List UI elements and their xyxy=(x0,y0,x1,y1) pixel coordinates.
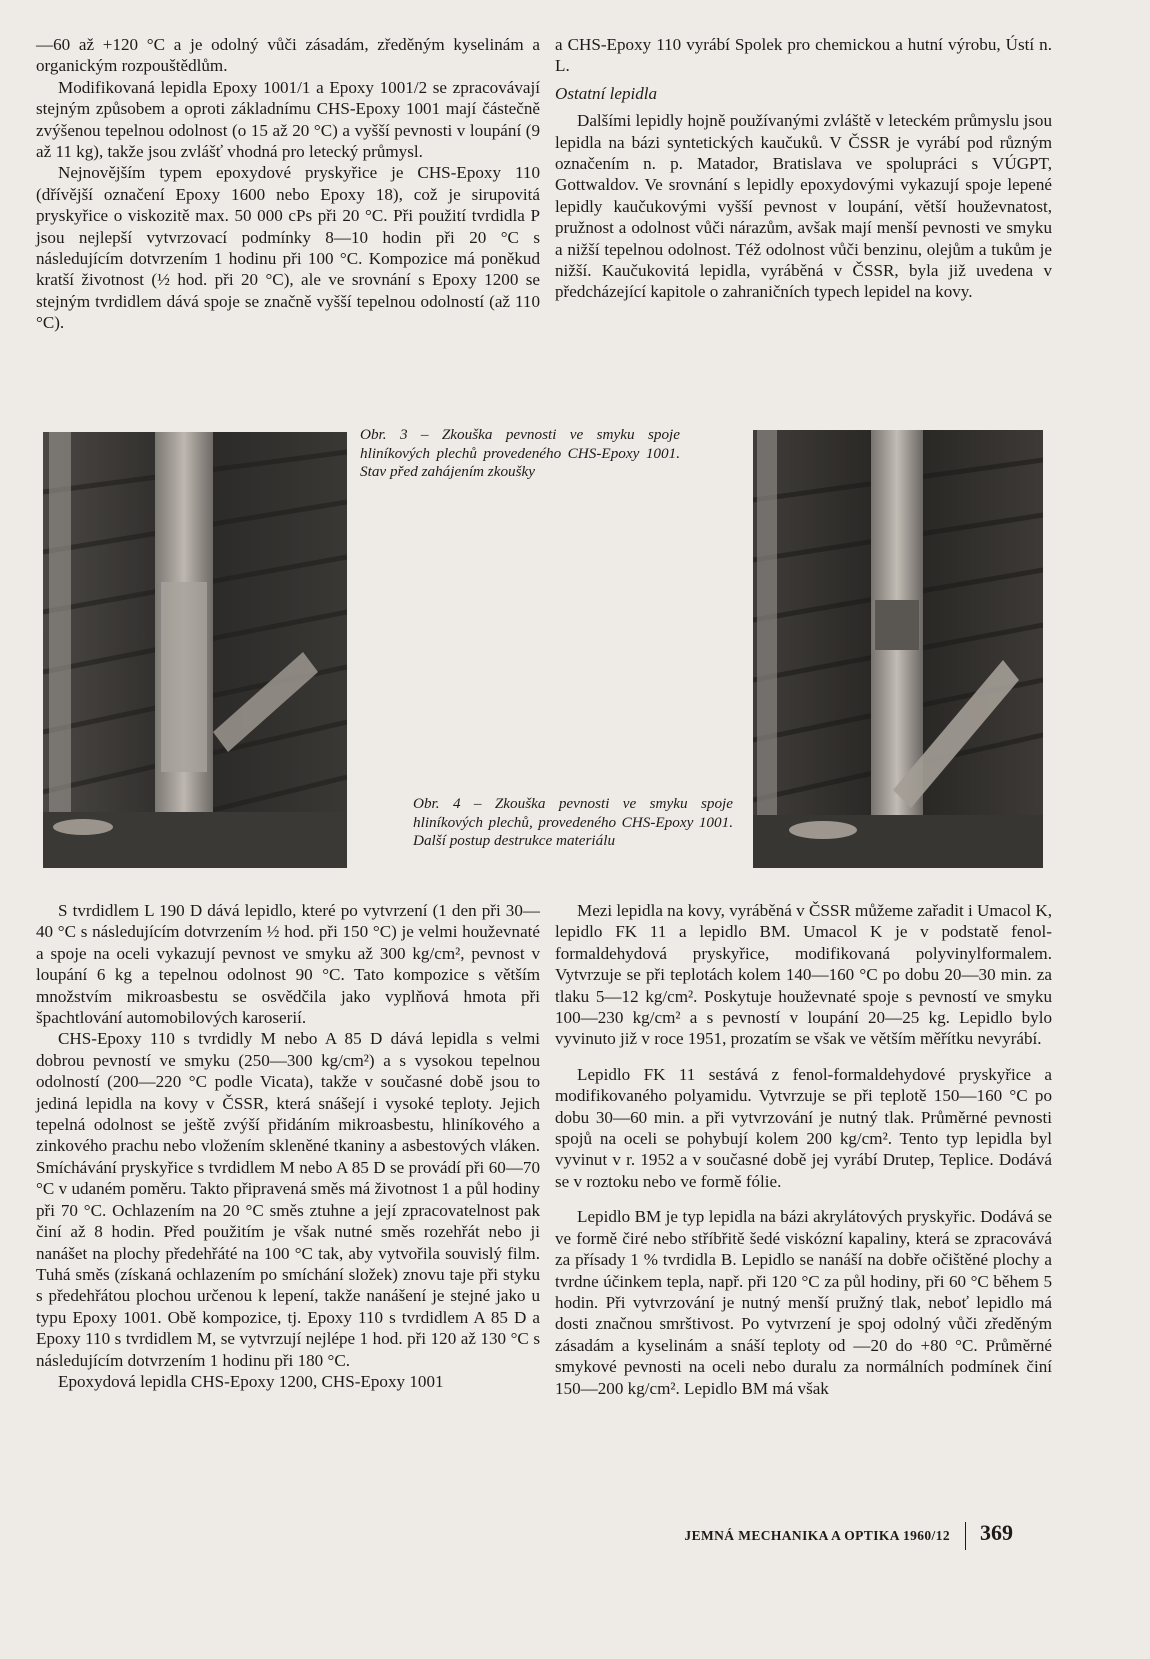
paragraph: Nejnovějším typem epoxydové pryskyřice je CHS-Epoxy 110 (dřívější označení Epoxy 1600 nebo Epoxy 18), což je sirupovitá pryskyřice o viskozitě max. 50 000 cPs při 20 °C. Při použití tvrdidla P jsou nejlepší vytvrzovací podmínky 8—10 hodin při 20 °C s následujícím dotvrzením 1 hodinu při 100 °C. Kompozice má poněkud kratší životnost (½ hod. při 20 °C), ale ve srovnání s Epoxy 1200 se stejným tvrdidlem dává spoje se značně vyšší tepelnou odolností (až 110 °C). xyxy=(36,163,540,333)
journal-title: JEMNÁ MECHANIKA A OPTIKA 1960/12 xyxy=(684,1528,950,1543)
figure-4-photo xyxy=(753,430,1043,868)
paragraph: CHS-Epoxy 110 s tvrdidly M nebo A 85 D dává lepidla s velmi dobrou pevností ve smyku (250—300 kg/cm²) a s vysokou tepelnou odolností (200—220 °C podle Vicata), takže v současné době jsou to jediná lepidla na kovy v ČSSR, která snášejí i vysoké teploty. Jejich tepelná odolnost se ještě zvýší přidáním mikroasbestu, hliníkového a zinkového prachu nebo vložením skleněné tkaniny a asbestových vláken. Smíchávání pryskyřice s tvrdidlem M nebo A 85 D se provádí při 60—70 °C v udaném poměru. Takto připravená směs má životnost 1 a půl hodiny při 70 °C. Ochlazením na 20 °C směs ztuhne a její zpracovatelnost pak činí až 8 hodin. Před použitím je však nutné směs rozehřát nebo ji nanášet na plochy předehřáté na 100 °C tak, aby vytvořila souvislý film. Tuhá směs (získaná ochlazením po smíchání složek) znovu taje při styku s předehřátou plochou určenou k lepení, takže nanášení je stejné jako u typu Epoxy 1001. Obě kompozice, tj. Epoxy 110 s tvrdidlem A 85 D a Epoxy 110 s tvrdidlem M, se vytvrzují nejlépe 1 hod. při 120 až 130 °C s následujícím dotvrzením 1 hodinu při 180 °C. xyxy=(36,1029,540,1370)
section-heading: Ostatní lepidla xyxy=(555,83,658,103)
top-left-column xyxy=(36,34,540,334)
bottom-right-column xyxy=(555,900,1052,1399)
paragraph: Epoxydová lepidla CHS-Epoxy 1200, CHS-Epoxy 1001 xyxy=(58,1371,444,1391)
page-footer xyxy=(600,1518,1060,1554)
photo-test-fixture-before xyxy=(43,432,347,868)
paragraph: Mezi lepidla na kovy, vyráběná v ČSSR můžeme zařadit i Umacol K, lepidlo FK 11 a lepidlo BM. Umacol K je v podstatě fenol-formaldehydová pryskyřice, modifikovaná polyvinylformalem. Vytvrzuje se při teplotách kolem 140—160 °C po dobu 20—30 min. za tlaku 5—12 kg/cm². Poskytuje houževnaté spoje s pevností ve smyku 100—230 kg/cm² a s pevností v loupání 20—25 kg. Lepidlo bylo vyvinuto již v roce 1951, prozatím se však ve větším měřítku nevyrábí. xyxy=(555,901,1053,1049)
figure-3-caption: Obr. 3 – Zkouška pevnosti ve smyku spoje hliníkových plechů provedeného CHS-Epoxy 1001. Stav před zahájením zkoušky xyxy=(360,426,680,480)
paragraph: a CHS-Epoxy 110 vyrábí Spolek pro chemickou a hutní výrobu, Ústí n. L. xyxy=(555,35,1052,76)
bottom-left-column xyxy=(36,900,540,1392)
top-right-column xyxy=(555,34,1052,303)
figure-3-photo xyxy=(43,432,347,868)
photo-test-fixture-after xyxy=(753,430,1043,868)
figure-4-caption: Obr. 4 – Zkouška pevnosti ve smyku spoje hliníkových plechů, provedeného CHS-Epoxy 1001. Další postup destrukce materiálu xyxy=(413,795,733,849)
paragraph: Lepidlo BM je typ lepidla na bázi akrylátových pryskyřic. Dodává se ve formě čiré nebo stříbřitě šedé viskózní kapaliny, která se zpracovává za přísady 1 % tvrdidla B. Lepidlo se nanáší na dobře očištěné plochy a tvrdne účinkem tepla, např. při 120 °C za půl hodiny, při 60 °C během 5 hodin. Při vytvrzování je nutný menší pružný tlak, neboť lepidlo má dosti značnou smrštivost. Po vytvrzení je spoj odolný vůči zředěným zásadám a kyselinám a snáší teploty od —20 do +80 °C. Průměrné smykové pevnosti na oceli nebo duralu za normálních podmínek činí 150—200 kg/cm². Lepidlo BM má však xyxy=(555,1207,1052,1398)
paragraph: —60 až +120 °C a je odolný vůči zásadám, zředěným kyselinám a organickým rozpouštědlům. xyxy=(36,35,540,76)
paragraph: Lepidlo FK 11 sestává z fenol-formaldehydové pryskyřice a modifikovaného polyamidu. Vytvrzuje se při teplotě 150—160 °C po dobu 30—60 min. a při vytvrzování je nutný tlak. Průměrné pevnosti spojů na oceli se pohybují kolem 200 kg/cm². Tento typ lepidla byl vyvinut v r. 1952 a v současné době jej vyrábí Drutep, Teplice. Dodává se v roztoku nebo ve formě fólie. xyxy=(555,1064,1052,1191)
page-number: 369 xyxy=(980,1520,1013,1545)
paragraph: S tvrdidlem L 190 D dává lepidlo, které po vytvrzení (1 den při 30—40 °C s následujícím dotvrzením ½ hod. při 150 °C) je velmi houževnaté a spoje na oceli vykazují pevnost ve smyku až 300 kg/cm², pevnost v loupání 6 kg a tepelnou odolnost 90 °C. Tato kompozice s větším množstvím mikroasbestu se osvědčila jako vyplňová hmota při špachtlování automobilových karoserií. xyxy=(36,901,540,1028)
paragraph: Modifikovaná lepidla Epoxy 1001/1 a Epoxy 1001/2 se zpracovávají stejným způsobem a oproti základnímu CHS-Epoxy 1001 mají částečně zvýšenou tepelnou odolnost (o 15 až 20 °C) a vyšší pevnosti v loupání (9 až 11 kg), takže jsou zvlášť vhodná pro letecký průmysl. xyxy=(36,77,540,162)
footer-divider xyxy=(965,1522,967,1550)
paragraph: Dalšími lepidly hojně používanými zvláště v leteckém průmyslu jsou lepidla na bázi syntetických kaučuků. V ČSSR je vyrábí pod různým označením n. p. Matador, Bratislava ve spolupráci s VÚGPT, Gottwaldov. Ve srovnání s lepidly epoxydovými vykazují spoje lepené lepidly kaučukovými vyšší pevnost v loupání, větší houževnatost, pružnost a odolnost vůči nárazům, avšak mají menší pevnosti ve smyku a nižší tepelnou odolnost. Též odolnost vůči benzinu, olejům a tukům je nižší. Kaučukovitá lepidla, vyráběná v ČSSR, byla již uvedena v předcházející kapitole o zahraničních typech lepidel na kovy. xyxy=(555,111,1052,302)
